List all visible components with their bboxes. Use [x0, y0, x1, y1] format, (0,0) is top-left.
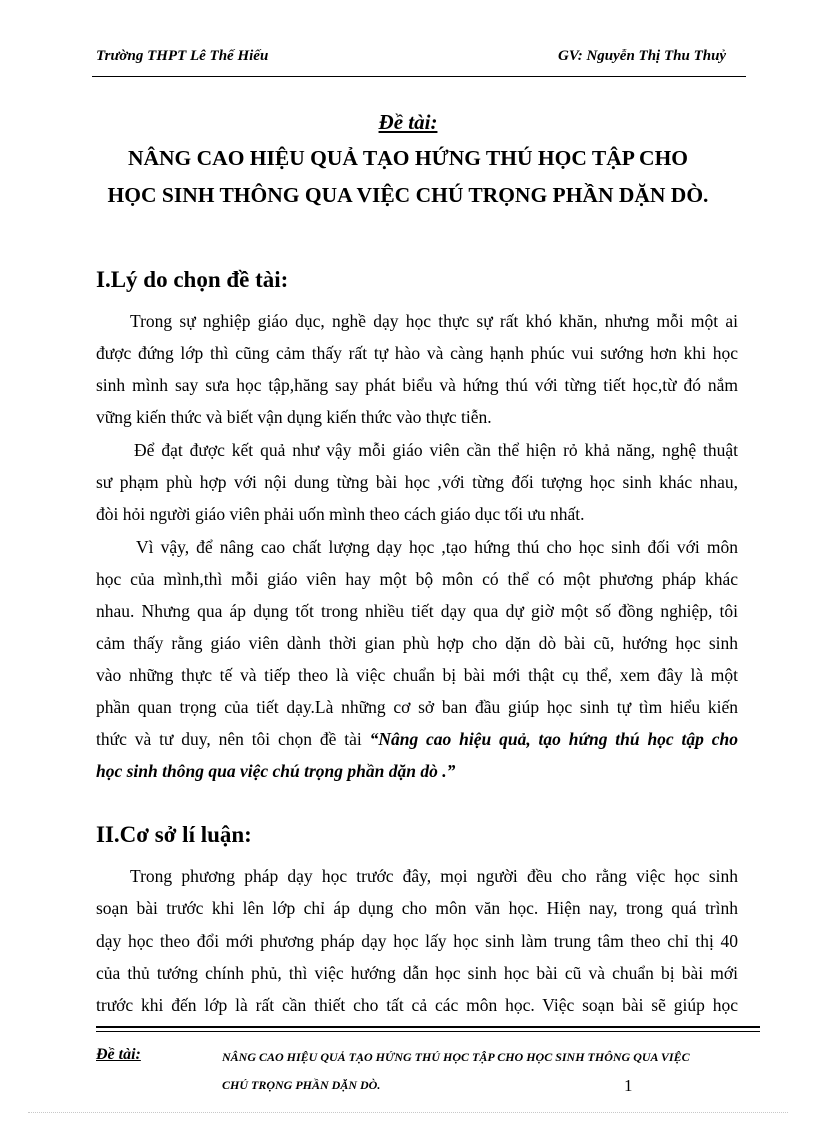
paragraph-line: vững kiến thức và biết vận dụng kiến thức vào thực tiễn.	[96, 407, 492, 427]
paragraph-line: học của mình,thì mỗi giáo viên hay một bộ môn có thể có một phương pháp khác	[96, 569, 738, 589]
paragraph-line: sư phạm phù hợp với nội dung từng bài học ,với từng đối tượng học sinh khác nhau,	[96, 472, 738, 492]
paragraph-text: thức và tư duy, nên tôi chọn đề tài	[96, 729, 370, 749]
paragraph-line: phần quan trọng của tiết dạy.Là những cơ sở ban đầu giúp học sinh tự tìm hiểu kiến	[96, 697, 738, 717]
footer-divider-thin	[96, 1031, 760, 1032]
page-edge-dotted-line	[28, 1112, 788, 1113]
topic-quote: “Nâng cao hiệu quả, tạo hứng thú học tập cho	[369, 729, 738, 749]
paragraph-line: dạy học theo đổi mới phương pháp dạy học lấy học sinh làm trung tâm theo chỉ thị 40	[96, 931, 738, 951]
paragraph-line: soạn bài trước khi lên lớp chỉ áp dụng cho môn văn học. Hiện nay, trong quá trình	[96, 898, 738, 918]
paragraph-line: đòi hỏi người giáo viên phải uốn mình theo cách giáo dục tối ưu nhất.	[96, 504, 585, 524]
footer-divider	[96, 1026, 760, 1028]
section-1-heading: I.Lý do chọn đề tài:	[96, 267, 289, 292]
topic-label: Đề tài:	[378, 110, 438, 134]
paragraph-line: nhau. Nhưng qua áp dụng tốt trong nhiều tiết dạy qua dự giờ một số đồng nghiệp, tôi	[96, 601, 738, 621]
footer-topic-label: Đề tài:	[96, 1046, 141, 1063]
topic-quote-end: học sinh thông qua việc chú trọng phần dặn dò .”	[96, 761, 456, 781]
paragraph-line	[96, 729, 738, 750]
paragraph-line: vào những thực tế và tiếp theo là việc chuẩn bị bài mới thật cụ thể, xem đây là một	[96, 665, 738, 685]
topic-title-line-1: NÂNG CAO HIỆU QUẢ TẠO HỨNG THÚ HỌC TẬP CHO	[127, 146, 689, 170]
paragraph-line: của thủ tướng chính phủ, thì việc hướng dẫn học sinh học bài cũ và chuẩn bị bài mới	[96, 963, 738, 983]
topic-title-line-2: HỌC SINH THÔNG QUA VIỆC CHÚ TRỌNG PHẦN DẶN DÒ.	[107, 183, 709, 207]
paragraph-line: trước khi đến lớp là rất cần thiết cho tất cả các môn học. Việc soạn bài sẽ giúp học	[96, 995, 738, 1015]
paragraph-line: sinh mình say sưa học tập,hăng say phát biểu và hứng thú với từng tiết học,từ đó nắm	[96, 375, 738, 395]
paragraph-line: được đứng lớp thì cũng cảm thấy rất tự hào và càng hạnh phúc vui sướng hơn khi học	[96, 343, 738, 363]
paragraph-line: Để đạt được kết quả như vậy mỗi giáo viên cần thể hiện rỏ khả năng, nghệ thuật	[134, 440, 738, 460]
paragraph-line: Trong sự nghiệp giáo dục, nghề dạy học thực sự rất khó khăn, nhưng mỗi một ai	[130, 311, 738, 331]
section-2-heading: II.Cơ sở lí luận:	[96, 822, 252, 847]
paragraph-line: Trong phương pháp dạy học trước đây, mọi người đều cho rằng việc học sinh	[130, 866, 738, 886]
header-divider	[92, 76, 746, 77]
page-number: 1	[624, 1076, 633, 1095]
paragraph-line: Vì vậy, để nâng cao chất lượng dạy học ,tạo hứng thú cho học sinh đối với môn	[136, 537, 738, 557]
footer-topic-title-line-1: NÂNG CAO HIỆU QUẢ TẠO HỨNG THÚ HỌC TẬP CHO HỌC SINH THÔNG QUA VIỆC	[222, 1050, 690, 1064]
paragraph-line: cảm thấy rằng giáo viên dành thời gian phù hợp cho dặn dò bài cũ, hướng học sinh	[96, 633, 738, 653]
header-school: Trường THPT Lê Thế Hiếu	[96, 48, 269, 64]
footer-topic-title-line-2: CHÚ TRỌNG PHẦN DẶN DÒ.	[222, 1078, 381, 1092]
header-teacher: GV: Nguyễn Thị Thu Thuỷ	[558, 48, 727, 64]
